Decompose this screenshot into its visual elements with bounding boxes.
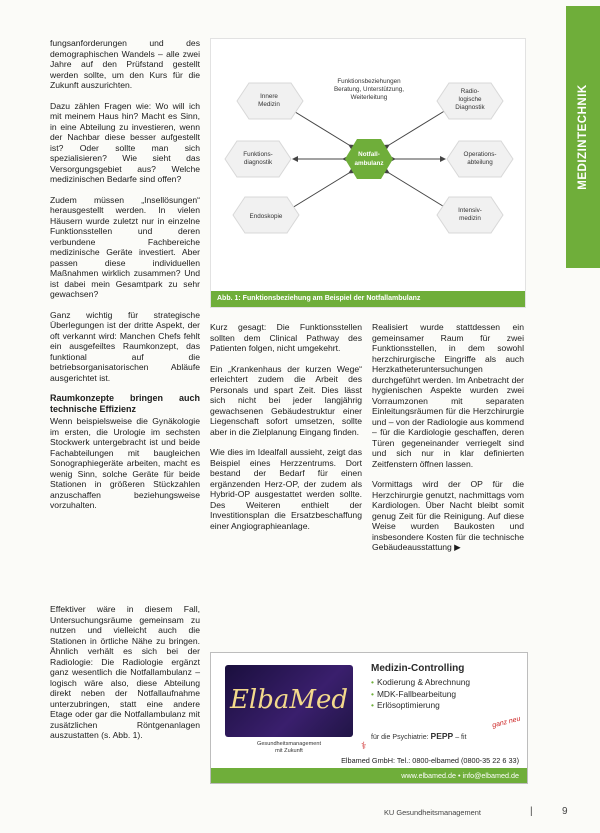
svg-text:diagnostik: diagnostik — [243, 159, 273, 166]
ad-pepp-line — [371, 731, 466, 741]
paragraph: Realisiert wurde stattdessen ein gemeinsamer Raum für zwei Funktionsstellen, in dem sowohl herzchirurgische Eingriffe als auch Herzkatheteruntersuchungen durchgeführt werden. Im Anbetracht der hygienischen Aspekte wurden zwei Vorraumzonen mit separaten Einleitungsräumen für die Herzchirurgie und – von der Radiologie aus kommend – für die Kardiologie geschaffen, deren Türen gegeneinander verriegelt sind und sich nur in klar definierten Zeitfenstern öffnen lassen. — [372, 322, 524, 469]
svg-text:Medizin: Medizin — [258, 101, 280, 108]
paragraph: Vormittags wird der OP für die Herzchirurgie genutzt, nachmittags vom Kardiologen. Über Nacht bleibt somit genug Zeit für die Reinigung. Auf diese Weise wurden Baukosten und insbesondere Kosten für die technische Gebäudeausstattung ▶ — [372, 479, 524, 552]
node-hub — [345, 139, 393, 179]
figure-caption: Abb. 1: Funktionsbeziehung am Beispiel der Notfallambulanz — [211, 291, 525, 307]
svg-text:Funktions-: Funktions- — [243, 151, 273, 158]
section-tab-label: MEDIZINTECHNIK — [577, 84, 589, 190]
svg-text:Beratung, Unterstützung,: Beratung, Unterstützung, — [333, 86, 405, 93]
paragraph: Ein „Krankenhaus der kurzen Wege“ erleichtert zudem die Arbeit des Personals und spart Zeit. Dies lässt sich nicht bei jeder langjährig gewachsenen Gebäudestruktur einer Liegenschaft sofort umsetzen, sollte aber in die Zielplanung Eingang finden. — [210, 363, 362, 437]
arrow-radio — [389, 107, 451, 145]
column-1-bottom — [50, 604, 200, 751]
paragraph: Wenn beispielsweise die Gynäkologie im ersten, die Urologie im sechsten Stockwerk untergebracht ist und beide Fachabteilungen mit baugleichen Sonographiegeräte arbeiten, macht es wenig Sinn, solche Geräte für beide Stationen in größeren Stückzahlen anzuschaffen beziehungsweise vorzuhalten. — [50, 416, 200, 510]
logo-text: ElbaMed — [229, 685, 349, 715]
paragraph: Zudem müssen „Insellösungen“ herausgestellt werden. In vielen Häusern wurde zuletzt nur in einzelne Funktionsstellen und deren verbundene Fachbereiche medizinische Geräte investiert. Aber passen diese individuellen Maßnahmen wirklich zusammen? Und ist dabei mein Gesamtpark zu sehr gewachsen? — [50, 194, 200, 299]
svg-text:logische: logische — [458, 96, 482, 103]
page-number: 9 — [562, 806, 568, 817]
column-1-top — [50, 38, 200, 521]
new-badge: ganz neu — [491, 715, 522, 730]
svg-text:abteilung: abteilung — [467, 159, 493, 166]
column-3 — [372, 322, 524, 563]
svg-text:Endoskopie: Endoskopie — [249, 213, 283, 220]
svg-text:Radio-: Radio- — [460, 88, 480, 95]
pepp-label: PEPP — [430, 731, 454, 741]
caduceus-icon: ⚕ — [361, 741, 367, 752]
svg-text:Notfall-: Notfall- — [358, 151, 380, 158]
list-item: • Kodierung & Abrechnung — [371, 677, 521, 689]
figure-function-diagram — [210, 38, 526, 308]
node-funktion — [225, 141, 291, 177]
section-tab — [566, 6, 600, 268]
column-2 — [210, 322, 362, 541]
svg-text:Operations-: Operations- — [463, 151, 497, 158]
arrow-endo — [287, 173, 349, 211]
section-heading: Raumkonzepte bringen auch technische Effizienz — [50, 393, 200, 414]
ad-contact: Elbamed GmbH: Tel.: 0800-elbamed (0800-35 22 6 33) — [341, 756, 519, 765]
node-op — [447, 141, 513, 177]
ad-services — [371, 663, 521, 712]
paragraph: Dazu zählen Fragen wie: Wo will ich mit meinem Haus hin? Macht es Sinn, in eine Abteilung zu investieren, wenn der Nachbar diese besser aufgestellt ist? Oder sollte man sich spezialisieren? Wie sieht das Versorgungsgebiet aus? Welche medizinischen Bedarfe sind offen? — [50, 100, 200, 184]
paragraph: Ganz wichtig für strategische Überlegungen ist der dritte Aspekt, der oft verkannt wird: Manchen Chefs fehlt ein ausgefeiltes Raumkonzept, das funktional auf die betriebsorganisatorischen Abläufe ausgerichtet ist. — [50, 309, 200, 383]
arrow-innere — [287, 107, 349, 145]
node-innere — [237, 83, 303, 119]
node-endo — [233, 197, 299, 233]
node-radio — [437, 83, 503, 119]
elbamed-logo — [225, 665, 353, 737]
svg-text:Intensiv-: Intensiv- — [458, 207, 482, 214]
diagram-svg — [211, 39, 527, 293]
svg-text:Weiterleitung: Weiterleitung — [350, 94, 388, 101]
svg-text:Funktionsbeziehungen: Funktionsbeziehungen — [337, 78, 401, 85]
svg-text:Diagnostik: Diagnostik — [455, 104, 485, 111]
paragraph: Kurz gesagt: Die Funktionsstellen sollten dem Clinical Pathway des Patienten folgen, nicht umgekehrt. — [210, 322, 362, 353]
advertisement-elbamed[interactable] — [210, 652, 528, 784]
paragraph: Wie dies im Idealfall aussieht, zeigt das Beispiel eines Herzzentrums. Dort bestand der Bedarf für einen ergänzenden Herz-OP, der zudem als Hybrid-OP ausgestattet werden sollte. Des Weiteren enthielt der Investitionsplan die Ersatzbeschaffung einer Angiographieanlage. — [210, 447, 362, 531]
node-intensiv — [437, 197, 503, 233]
ad-web-link[interactable]: www.elbamed.de • info@elbamed.de — [211, 768, 527, 783]
footer-separator: | — [530, 806, 533, 817]
ad-service-list — [371, 677, 521, 712]
list-item: • Erlösoptimierung — [371, 700, 521, 712]
ad-title: Medizin-Controlling — [371, 663, 465, 674]
svg-text:medizin: medizin — [459, 215, 481, 222]
logo-subtitle — [225, 741, 353, 755]
pepp-prefix: für die Psychiatrie: — [371, 734, 429, 741]
paragraph: Effektiver wäre in diesem Fall, Untersuchungsräume gemeinsam zu nutzen und vielleicht auch die Stationen in örtliche Nähe zu bringen. Ähnlich verhält es sich bei der Radiologie: Die Radiologie ergänzt ganz wesentlich die Notfallambulanz – logisch wäre also, diese Abteilung direkt neben der Notfallaufnahme unterzubringen, statt eine andere Etage oder gar die Notfallambulanz mit zusätzlichen Röntgenanlagen auszustatten (s. Abb. 1). — [50, 604, 200, 740]
arrow-intensiv — [389, 173, 451, 211]
footer-journal: KU Gesundheitsmanagement — [384, 808, 481, 817]
svg-text:Innere: Innere — [260, 93, 278, 100]
svg-text:ambulanz: ambulanz — [354, 160, 384, 167]
pepp-suffix: – fit — [455, 734, 467, 741]
logo-subtitle-line: Gesundheitsmanagement — [256, 741, 322, 747]
node-top — [334, 78, 404, 101]
paragraph: fungsanforderungen und des demographischen Wandels – alle zwei Jahre auf den Prüfstand gestellt werden sollte, um den Kurs für die Zukunft auszurichten. — [50, 38, 200, 90]
list-item: • MDK-Fallbearbeitung — [371, 689, 521, 701]
logo-subtitle-line: mit Zukunft — [275, 748, 303, 754]
